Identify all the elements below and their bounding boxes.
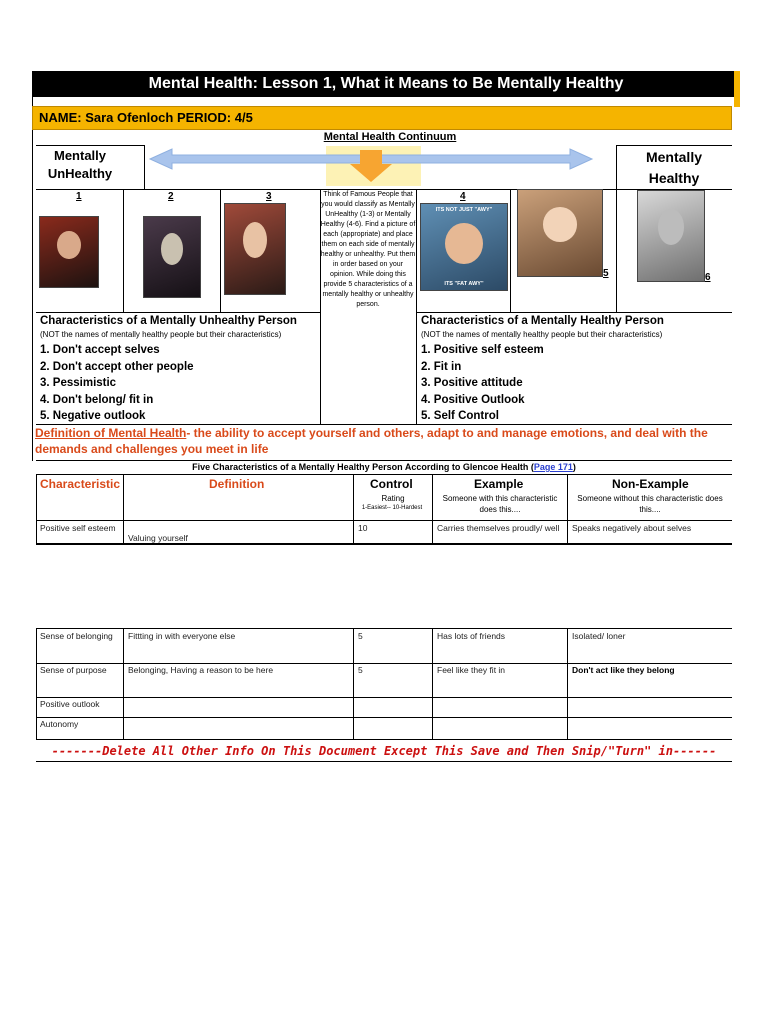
person-number: 6 xyxy=(705,272,711,283)
unhealthy-item[interactable]: 2. Don't accept other people xyxy=(40,360,194,373)
row-control[interactable]: 10 xyxy=(358,523,368,533)
grid-rule xyxy=(123,474,124,544)
unhealthy-item[interactable]: 5. Negative outlook xyxy=(40,410,146,422)
mental-health-definition[interactable] xyxy=(35,425,735,457)
row-control[interactable]: 5 xyxy=(358,631,363,641)
meme-top-text: ITS NOT JUST "AWY" xyxy=(435,207,493,213)
row-example[interactable]: Has lots of friends xyxy=(437,631,506,641)
header-control: Control xyxy=(370,477,413,491)
header-example-sub: Someone with this characteristic does this.... xyxy=(442,494,558,514)
healthy-heading: Characteristics of a Mentally Healthy Person xyxy=(421,315,664,327)
grid-rule xyxy=(36,697,732,698)
continuum-arrow-icon xyxy=(148,146,594,186)
grid-rule xyxy=(220,189,221,313)
person-photo-4-meme[interactable] xyxy=(420,203,508,291)
row-example[interactable]: Carries themselves proudly/ well xyxy=(437,523,560,533)
meme-bottom-text: ITS "FAT AWY" xyxy=(444,281,484,287)
row-definition[interactable]: Fittting in with everyone else xyxy=(128,631,236,641)
grid-rule xyxy=(510,189,511,313)
row-control[interactable]: 5 xyxy=(358,665,363,675)
header-control-rating: Rating xyxy=(381,494,405,503)
turn-in-instructions: -------Delete All Other Info On This Document Except This Save and Then Snip/"Turn" in------ xyxy=(51,744,717,758)
row-non-example[interactable]: Don't act like they belong xyxy=(572,665,675,675)
person-number: 1 xyxy=(76,191,82,202)
row-non-example[interactable]: Speaks negatively about selves xyxy=(572,523,692,533)
document-title xyxy=(32,71,740,97)
grid-rule xyxy=(567,474,568,544)
grid-rule xyxy=(36,739,732,740)
continuum-label: Mental Health Continuum xyxy=(323,131,457,143)
person-number: 5 xyxy=(603,268,609,279)
grid-rule xyxy=(353,474,354,544)
person-number: 2 xyxy=(168,191,174,202)
person-photo-1[interactable] xyxy=(39,216,99,288)
grid-rule xyxy=(36,628,732,629)
document-title-text: Mental Health: Lesson 1, What it Means to Be Mentally Healthy xyxy=(148,75,624,92)
grid-rule xyxy=(36,460,732,461)
unhealthy-item[interactable]: 1. Don't accept selves xyxy=(40,344,160,356)
healthy-item[interactable]: 5. Self Control xyxy=(421,410,499,422)
definition-text: - the ability to accept yourself and others, adapt to and manage emotions, and deal with the demands and challenges you meet in life xyxy=(35,426,708,456)
grid-rule xyxy=(416,189,417,424)
definition-term: Definition of Mental Health xyxy=(35,426,187,440)
header-definition: Definition xyxy=(209,477,265,491)
row-example[interactable]: Feel like they fit in xyxy=(437,665,506,675)
grid-rule xyxy=(36,312,320,313)
grid-rule xyxy=(123,628,124,740)
unhealthy-item[interactable]: 4. Don't belong/ fit in xyxy=(40,393,154,406)
grid-rule xyxy=(432,474,433,544)
grid-rule xyxy=(616,189,617,313)
person-photo-3[interactable] xyxy=(224,203,286,295)
grid-rule xyxy=(36,543,732,545)
unhealthy-item[interactable]: 3. Pessimistic xyxy=(40,377,117,389)
row-non-example[interactable]: Isolated/ loner xyxy=(572,631,626,641)
right-end-label: Mentally Healthy xyxy=(645,149,702,186)
grid-rule xyxy=(36,628,37,740)
row-characteristic[interactable]: Positive outlook xyxy=(40,699,100,709)
title-accent xyxy=(734,71,740,107)
person-number: 4 xyxy=(460,191,466,202)
healthy-item[interactable]: 1. Positive self esteem xyxy=(421,344,544,356)
row-definition[interactable]: Belonging, Having a reason to be here xyxy=(128,665,274,675)
grid-rule xyxy=(567,628,568,740)
row-definition[interactable]: Valuing yourself xyxy=(128,533,188,543)
grid-rule xyxy=(432,628,433,740)
grid-rule xyxy=(36,474,37,544)
unhealthy-heading: Characteristics of a Mentally Unhealthy Person xyxy=(40,315,297,327)
person-photo-6[interactable] xyxy=(637,190,705,282)
unhealthy-list xyxy=(40,342,194,425)
healthy-subheading: (NOT the names of mentally healthy people but their characteristics) xyxy=(421,330,663,339)
grid-rule xyxy=(616,145,617,190)
grid-rule xyxy=(416,312,732,313)
grid-rule xyxy=(144,145,145,190)
grid-rule xyxy=(353,628,354,740)
face-shape xyxy=(543,207,577,241)
grid-rule xyxy=(616,145,732,146)
header-example: Example xyxy=(474,477,524,491)
page-171-link[interactable]: Page 171 xyxy=(533,462,573,472)
face-shape xyxy=(243,222,267,258)
table-title xyxy=(36,462,732,472)
header-non-example-sub: Someone without this characteristic does this.... xyxy=(577,494,723,514)
grid-rule xyxy=(36,474,732,475)
row-characteristic[interactable]: Autonomy xyxy=(40,719,79,729)
face-shape xyxy=(445,223,483,264)
table-title-suffix: ) xyxy=(572,462,576,472)
healthy-item[interactable]: 3. Positive attitude xyxy=(421,377,523,389)
row-characteristic[interactable]: Sense of purpose xyxy=(40,665,107,675)
continuum-instructions: Think of Famous People that you would classify as Mentally UnHealthy (1-3) or Mentally Healthy (4-6). Find a picture of each (appropriate) and place them on each side of mentally healthy or unhealthy. Put them in order based on your opinion. While doing this provide 5 characteristics of a mentally healthy or unhealthy person. xyxy=(320,191,416,308)
grid-rule xyxy=(36,145,144,146)
person-number: 3 xyxy=(266,191,272,202)
grid-rule xyxy=(123,189,124,313)
grid-rule xyxy=(36,761,732,762)
grid-rule xyxy=(36,717,732,718)
row-characteristic[interactable]: Sense of belonging xyxy=(40,631,113,641)
person-photo-5[interactable] xyxy=(517,189,603,277)
table-title-prefix: Five Characteristics of a Mentally Healthy Person According to Glencoe Health ( xyxy=(192,462,534,472)
header-characteristic: Characteristic xyxy=(40,477,121,491)
person-photo-2[interactable] xyxy=(143,216,201,298)
face-shape xyxy=(57,231,80,259)
healthy-item[interactable]: 2. Fit in xyxy=(421,360,462,373)
face-shape xyxy=(161,233,183,265)
grid-rule xyxy=(36,520,732,521)
healthy-item[interactable]: 4. Positive Outlook xyxy=(421,393,525,406)
header-non-example: Non-Example xyxy=(612,477,689,491)
left-end-label: Mentally UnHealthy xyxy=(47,148,113,181)
face-shape xyxy=(658,209,684,245)
unhealthy-subheading: (NOT the names of mentally healthy people but their characteristics) xyxy=(40,330,282,339)
grid-rule xyxy=(36,663,732,664)
healthy-list xyxy=(421,342,544,425)
row-characteristic[interactable]: Positive self esteem xyxy=(40,523,116,533)
header-control-scale: 1-Easiest-- 10-Hardest xyxy=(361,505,423,511)
name-period-bar[interactable]: NAME: Sara Ofenloch PERIOD: 4/5 xyxy=(32,106,732,130)
